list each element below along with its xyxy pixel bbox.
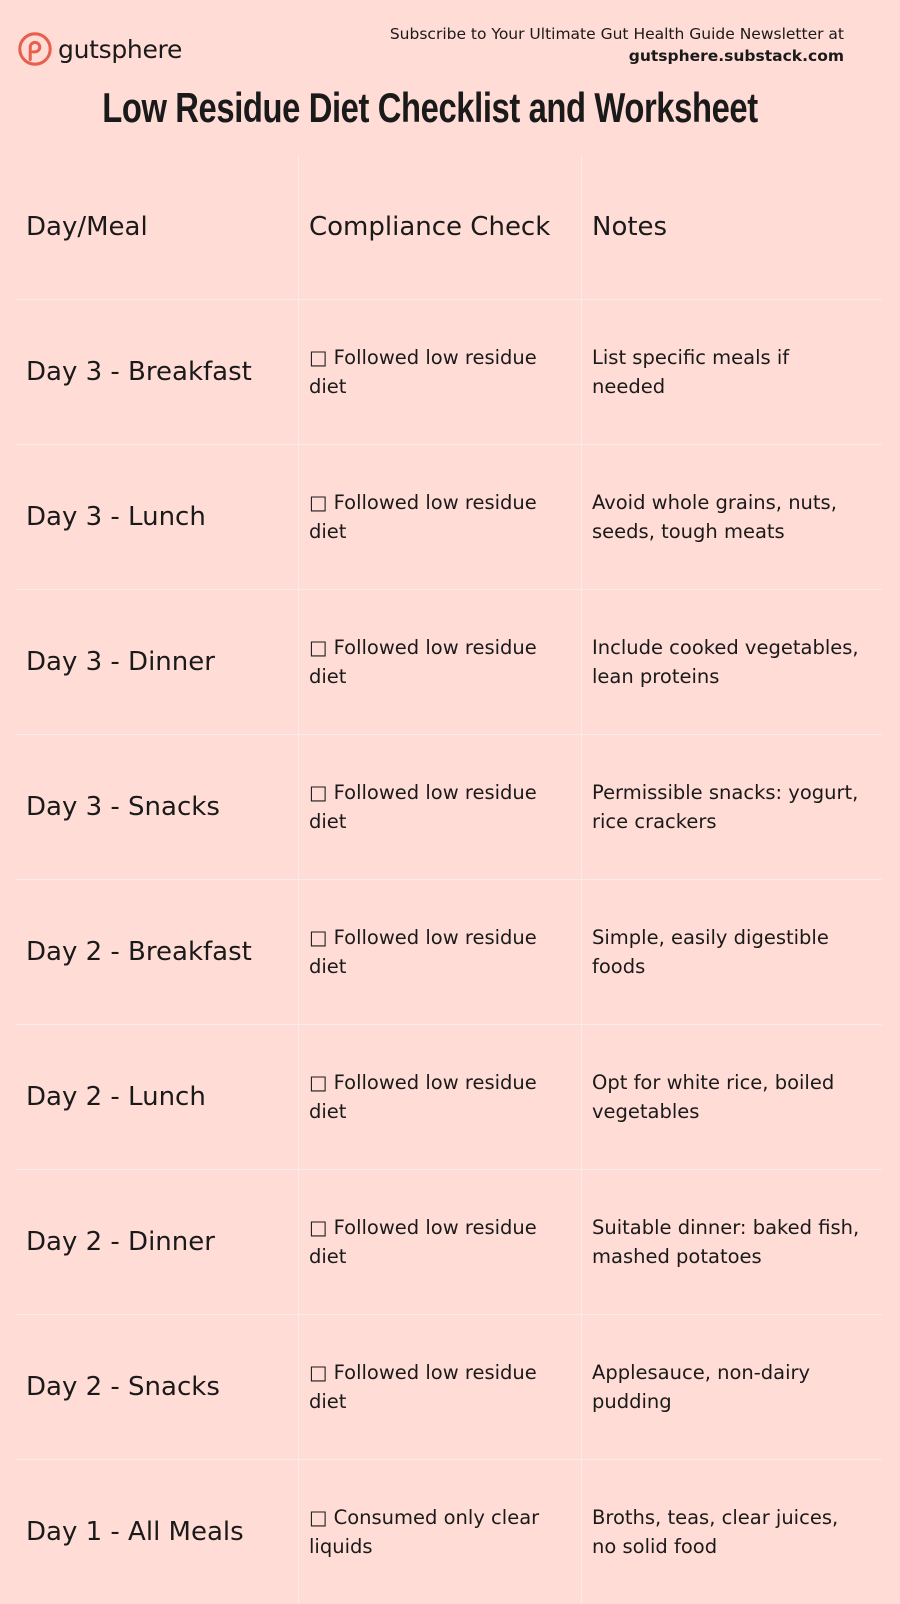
subscribe-banner: [390, 23, 844, 67]
compliance-checkbox[interactable]: □ Followed low residue diet: [299, 1315, 582, 1459]
table-row: [16, 590, 882, 735]
meal-cell: Day 3 - Snacks: [16, 735, 299, 879]
notes-cell: Applesauce, non-dairy pudding: [592, 1361, 811, 1413]
notes-cell: Avoid whole grains, nuts, seeds, tough meats: [592, 491, 837, 543]
newsletter-link[interactable]: gutsphere.substack.com: [628, 47, 844, 65]
page-title: Low Residue Diet Checklist and Worksheet: [102, 84, 758, 131]
compliance-checkbox[interactable]: □ Followed low residue diet: [299, 1170, 582, 1314]
table-row: [16, 1460, 882, 1604]
meal-cell: Day 2 - Lunch: [16, 1025, 299, 1169]
notes-cell: List specific meals if needed: [592, 346, 790, 398]
header-compliance-check: Compliance Check: [299, 155, 582, 299]
table-row: [16, 1170, 882, 1315]
compliance-checkbox[interactable]: □ Followed low residue diet: [299, 300, 582, 444]
table-row: [16, 1025, 882, 1170]
compliance-checkbox[interactable]: □ Followed low residue diet: [299, 735, 582, 879]
compliance-checkbox[interactable]: □ Followed low residue diet: [299, 880, 582, 1024]
notes-cell: Suitable dinner: baked fish, mashed potatoes: [592, 1216, 860, 1268]
meal-cell: Day 2 - Dinner: [16, 1170, 299, 1314]
notes-cell: Include cooked vegetables, lean proteins: [592, 636, 859, 688]
compliance-checkbox[interactable]: □ Followed low residue diet: [299, 445, 582, 589]
meal-cell: Day 3 - Lunch: [16, 445, 299, 589]
gutsphere-logo-icon: [16, 30, 54, 68]
notes-cell: Opt for white rice, boiled vegetables: [592, 1071, 835, 1123]
meal-cell: Day 1 - All Meals: [16, 1460, 299, 1604]
meal-cell: Day 2 - Snacks: [16, 1315, 299, 1459]
table-row: [16, 300, 882, 445]
header-day-meal: Day/Meal: [16, 155, 299, 299]
meal-cell: Day 3 - Dinner: [16, 590, 299, 734]
diet-checklist-table: [16, 155, 882, 1604]
header-notes: Notes: [592, 211, 668, 242]
table-row: [16, 445, 882, 590]
meal-cell: Day 3 - Breakfast: [16, 300, 299, 444]
notes-cell: Simple, easily digestible foods: [592, 926, 829, 978]
notes-cell: Broths, teas, clear juices, no solid food: [592, 1506, 839, 1558]
subscribe-text: Subscribe to Your Ultimate Gut Health Guide Newsletter at: [389, 25, 844, 43]
table-header-row: [16, 155, 882, 300]
brand-name: gutsphere: [58, 34, 183, 64]
compliance-checkbox[interactable]: □ Consumed only clear liquids: [299, 1460, 582, 1604]
table-row: [16, 880, 882, 1025]
notes-cell: Permissible snacks: yogurt, rice crackers: [592, 781, 859, 833]
brand-logo: [16, 30, 182, 68]
compliance-checkbox[interactable]: □ Followed low residue diet: [299, 1025, 582, 1169]
compliance-checkbox[interactable]: □ Followed low residue diet: [299, 590, 582, 734]
table-row: [16, 1315, 882, 1460]
table-row: [16, 735, 882, 880]
meal-cell: Day 2 - Breakfast: [16, 880, 299, 1024]
